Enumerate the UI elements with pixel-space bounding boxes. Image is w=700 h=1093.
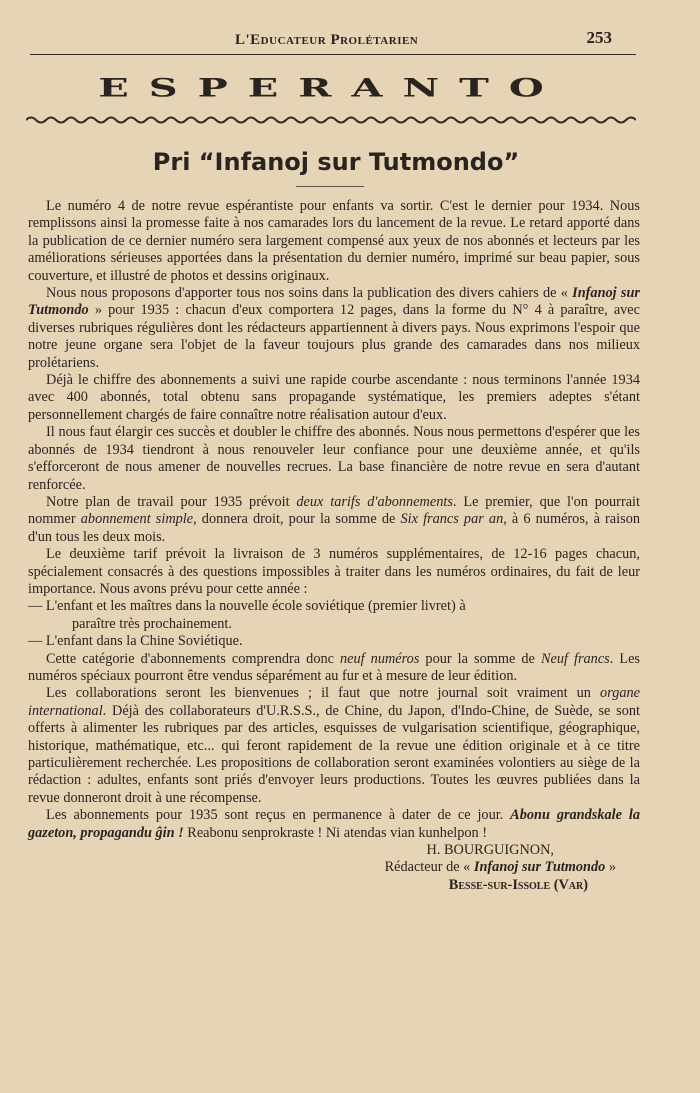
- text: pour la somme de: [419, 650, 541, 667]
- running-head: [30, 24, 636, 55]
- text: Les abonnements pour 1935 sont reçus en permanence à dater de ce jour.: [46, 807, 511, 824]
- text: » pour 1935 : chacun d'eux comportera 12 pages, dans la forme du N° 4 à paraître, avec diverses rubriques régulières dont les rédacteurs appartiennent à divers pays. Nous exprimons l'espoir que notre jeune organe sera l'objet de la faveur toujours plus grande des camarades dans nos milieux prolétariens.: [28, 302, 640, 371]
- text: , à 6 numéros, à raison d'un tous les deux mois.: [28, 511, 640, 545]
- text: Reabonu senprokraste ! Ni atendas vian kunhelpon !: [183, 824, 488, 841]
- page-number: 253: [586, 28, 612, 47]
- text: abonnement simple: [80, 511, 194, 528]
- article-title: Pri “Infanoj sur Tutmondo”: [152, 148, 520, 176]
- text: . Le premier, que l'on pourrait nommer: [28, 493, 640, 528]
- text: organe international: [28, 685, 640, 719]
- paragraph: Le deuxième tarif prévoit la livraison de 3 numéros supplémentaires, de 12-16 pages chacun, spécialement consacrés à des questions impossibles à traiter dans les numéros ordinaires, du fait de leur importance. Nous avons prévu pour cette année :: [28, 546, 640, 597]
- text: Cette catégorie d'abonnements comprendra donc: [46, 650, 341, 667]
- text: Notre plan de travail pour 1935 prévoit: [46, 493, 297, 510]
- text: Nous nous proposons d'apporter tous nos soins dans la publication des divers cahiers de «: [46, 285, 573, 302]
- signature-name: H. BOURGUIGNON,: [426, 842, 554, 859]
- text: Neuf francs: [540, 650, 610, 667]
- text: »: [605, 859, 616, 876]
- text: Six francs par an: [400, 511, 504, 528]
- text: , donnera droit, pour la somme de: [193, 511, 401, 528]
- text: . Les numéros spéciaux pourront être vendus séparément au fur et à mesure de leur édition.: [28, 650, 640, 684]
- paragraph: [28, 494, 640, 546]
- signature-place: Besse-sur-Issole (Var): [448, 876, 588, 893]
- wavy-rule: [26, 113, 636, 127]
- text: Infanoj sur Tutmondo: [28, 285, 640, 319]
- text: Infanoj sur Tutmondo: [473, 859, 606, 876]
- signature-name-line: [28, 842, 640, 859]
- text: neuf numéros: [340, 650, 420, 667]
- section-title: ESPERANTO: [98, 73, 564, 103]
- text: Abonu grandskale la gazeton, propagandu ĝin !: [28, 807, 640, 841]
- signature-role: [28, 859, 640, 876]
- journal-name: L'Educateur Prolétarien: [235, 32, 419, 48]
- paragraph: Le numéro 4 de notre revue espérantiste pour enfants va sortir. C'est le dernier pour 1934. Nous remplissons ainsi la promesse faite à nos camarades lors du lancement de la revue. Le retard apporté dans la publication de ce dernier numéro sera largement compensé aux yeux de nos abonnés et lecteurs par les améliorations sérieuses apportées dans la présentation du dernier numéro, imprimé sur beau papier, sous couverture, et illustré de photos et dessins originaux.: [28, 198, 640, 284]
- list-item-continued: paraître très prochainement.: [72, 615, 232, 632]
- text: Rédacteur de «: [384, 859, 474, 876]
- text: Les collaborations seront les bienvenues ; il faut que notre journal soit vraiment un: [46, 685, 601, 702]
- article-body: [28, 198, 640, 894]
- paragraph: Il nous faut élargir ces succès et doubler le chiffre des abonnés. Nous nous permettons d'espérer que les abonnés de 1934 tiendront à nous renouveler leur confiance pour une deuxième année, et qu'ils s'efforceront de nous amener de nouvelles recrues. La base financière de notre revue en sera d'autant renforcée.: [28, 424, 640, 493]
- paragraph: [28, 807, 640, 842]
- title-rule: [296, 186, 364, 187]
- list-item: — L'enfant dans la Chine Soviétique.: [28, 633, 243, 650]
- text: . Déjà des collaborateurs d'U.R.S.S., de Chine, du Japon, d'Indo-Chine, de Suède, se sont offerts à alimenter les rubriques par des articles, esquisses de vulgarisation scientifique, géographique, historique, mathématique, etc... qui feront rapidement de la revue une édition originale et à ce titre particulièrement recherchée. Les propositions de collaboration seront examinées volontiers au siège de la rédaction : adultes, enfants sont priés d'envoyer leurs productions. Toutes les œuvres publiées dans la revue donneront droit à une récompense.: [28, 702, 640, 806]
- text: deux tarifs d'abonnements: [296, 493, 453, 510]
- paragraph: [28, 651, 640, 686]
- paragraph: [28, 685, 640, 807]
- list-item: — L'enfant et les maîtres dans la nouvelle école soviétique (premier livret) à: [28, 598, 466, 615]
- paragraph: Déjà le chiffre des abonnements a suivi une rapide courbe ascendante : nous terminons l'année 1934 avec 400 abonnés, total obtenu sans propagande systématique, les premiers adeptes s'étant personnellement chargés de faire connaître notre réalisation autour d'eux.: [28, 372, 640, 423]
- paragraph: [28, 285, 640, 372]
